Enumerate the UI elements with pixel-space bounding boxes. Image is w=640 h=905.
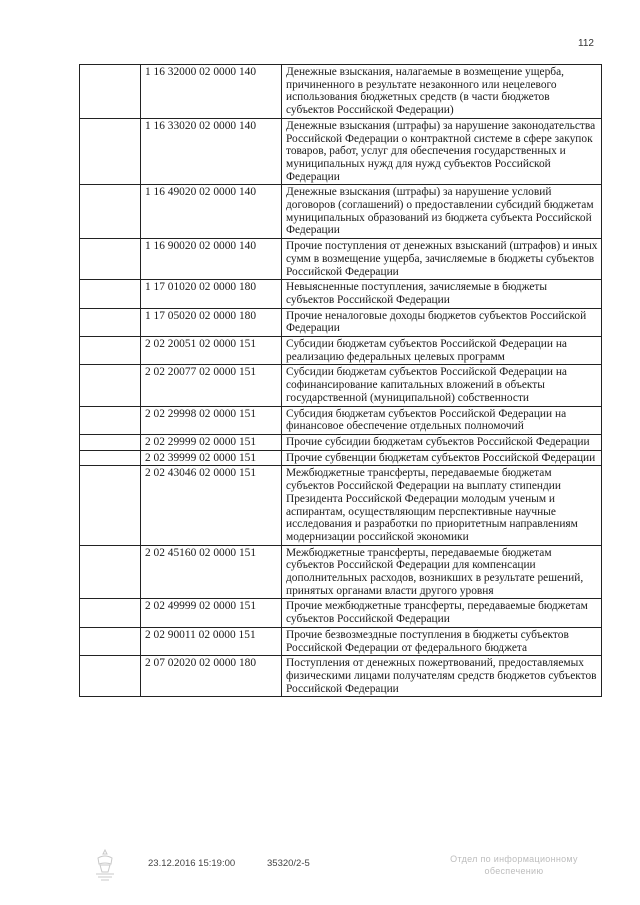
coat-of-arms-logo [92,848,118,882]
footer-timestamp: 23.12.2016 15:19:00 [148,858,236,869]
row-blank-cell [80,118,141,185]
revenue-description-cell: Межбюджетные трансферты, передаваемые бюджетам субъектов Российской Федерации на выплату стипендии Президента Российской Федерации молодым ученым и аспирантам, осуществляющим перспективные научные исследования и разработки по приоритетным направлениям модернизации российской экономики [282,466,602,545]
revenue-description-cell: Субсидия бюджетам субъектов Российской Федерации на финансовое обеспечение отдельных полномочий [282,406,602,434]
revenue-code-cell: 1 16 33020 02 0000 140 [141,118,282,185]
row-blank-cell [80,450,141,466]
revenue-code-cell: 1 16 32000 02 0000 140 [141,65,282,119]
revenue-code-cell: 2 02 29998 02 0000 151 [141,406,282,434]
footer-stamp-line: Отдел по информационному [450,854,578,864]
table-row [80,545,602,599]
table-row [80,656,602,697]
table-row [80,239,602,280]
row-blank-cell [80,365,141,406]
revenue-code-cell: 2 07 02020 02 0000 180 [141,656,282,697]
footer-stamp-line: обеспечению [484,866,544,876]
revenue-description-cell: Невыясненные поступления, зачисляемые в бюджеты субъектов Российской Федерации [282,280,602,308]
revenue-description-cell: Прочие субсидии бюджетам субъектов Российской Федерации [282,434,602,450]
row-blank-cell [80,337,141,365]
row-blank-cell [80,627,141,655]
table-row [80,308,602,336]
table-row [80,434,602,450]
row-blank-cell [80,545,141,599]
revenue-description-cell: Межбюджетные трансферты, передаваемые бюджетам субъектов Российской Федерации для компенсации дополнительных расходов, возникших в результате решений, принятых органами власти другого уровня [282,545,602,599]
revenue-code-cell: 2 02 43046 02 0000 151 [141,466,282,545]
table-row [80,280,602,308]
row-blank-cell [80,656,141,697]
revenue-description-cell: Прочие субвенции бюджетам субъектов Российской Федерации [282,450,602,466]
revenue-description-cell: Денежные взыскания (штрафы) за нарушение законодательства Российской Федерации о контрактной системе в сфере закупок товаров, работ, услуг для обеспечения государственных и муниципальных нужд для нужд субъектов Российской Федерации [282,118,602,185]
revenue-description-cell: Поступления от денежных пожертвований, предоставляемых физическими лицами получателям средств бюджетов субъектов Российской Федерации [282,656,602,697]
revenue-code-cell: 2 02 20077 02 0000 151 [141,365,282,406]
table-row [80,406,602,434]
page-number: 112 [578,38,594,49]
table-body [80,65,602,697]
table-row [80,365,602,406]
revenue-code-cell: 2 02 39999 02 0000 151 [141,450,282,466]
revenue-code-cell: 2 02 29999 02 0000 151 [141,434,282,450]
table-row [80,337,602,365]
revenue-code-cell: 1 16 90020 02 0000 140 [141,239,282,280]
revenue-code-cell: 1 16 49020 02 0000 140 [141,185,282,239]
revenue-description-cell: Денежные взыскания, налагаемые в возмещение ущерба, причиненного в результате незаконного или нецелевого использования бюджетных средств (в части бюджетов субъектов Российской Федерации) [282,65,602,119]
table-row [80,450,602,466]
revenue-description-cell: Субсидии бюджетам субъектов Российской Федерации на софинансирование капитальных вложений в объекты государственной (муниципальной) собственности [282,365,602,406]
revenue-code-cell: 2 02 20051 02 0000 151 [141,337,282,365]
revenue-code-cell: 2 02 49999 02 0000 151 [141,599,282,627]
table-row [80,627,602,655]
revenue-codes-table [79,64,602,697]
footer-doc-number: 35320/2-5 [267,858,310,869]
revenue-code-cell: 2 02 45160 02 0000 151 [141,545,282,599]
row-blank-cell [80,434,141,450]
row-blank-cell [80,599,141,627]
row-blank-cell [80,280,141,308]
table-row [80,466,602,545]
row-blank-cell [80,308,141,336]
revenue-code-cell: 2 02 90011 02 0000 151 [141,627,282,655]
table-row [80,185,602,239]
table-row [80,599,602,627]
revenue-description-cell: Прочие безвозмездные поступления в бюджеты субъектов Российской Федерации от федерального бюджета [282,627,602,655]
revenue-description-cell: Прочие поступления от денежных взысканий (штрафов) и иных сумм в возмещение ущерба, зачисляемые в бюджеты субъектов Российской Федерации [282,239,602,280]
revenue-description-cell: Прочие межбюджетные трансферты, передаваемые бюджетам субъектов Российской Федерации [282,599,602,627]
footer-stamp [444,853,584,877]
row-blank-cell [80,65,141,119]
table-row [80,65,602,119]
row-blank-cell [80,406,141,434]
row-blank-cell [80,185,141,239]
revenue-description-cell: Субсидии бюджетам субъектов Российской Федерации на реализацию федеральных целевых программ [282,337,602,365]
row-blank-cell [80,466,141,545]
table-row [80,118,602,185]
revenue-description-cell: Денежные взыскания (штрафы) за нарушение условий договоров (соглашений) о предоставлении субсидий бюджетам муниципальных образований из бюджета субъекта Российской Федерации [282,185,602,239]
row-blank-cell [80,239,141,280]
revenue-description-cell: Прочие неналоговые доходы бюджетов субъектов Российской Федерации [282,308,602,336]
revenue-code-cell: 1 17 01020 02 0000 180 [141,280,282,308]
revenue-code-cell: 1 17 05020 02 0000 180 [141,308,282,336]
